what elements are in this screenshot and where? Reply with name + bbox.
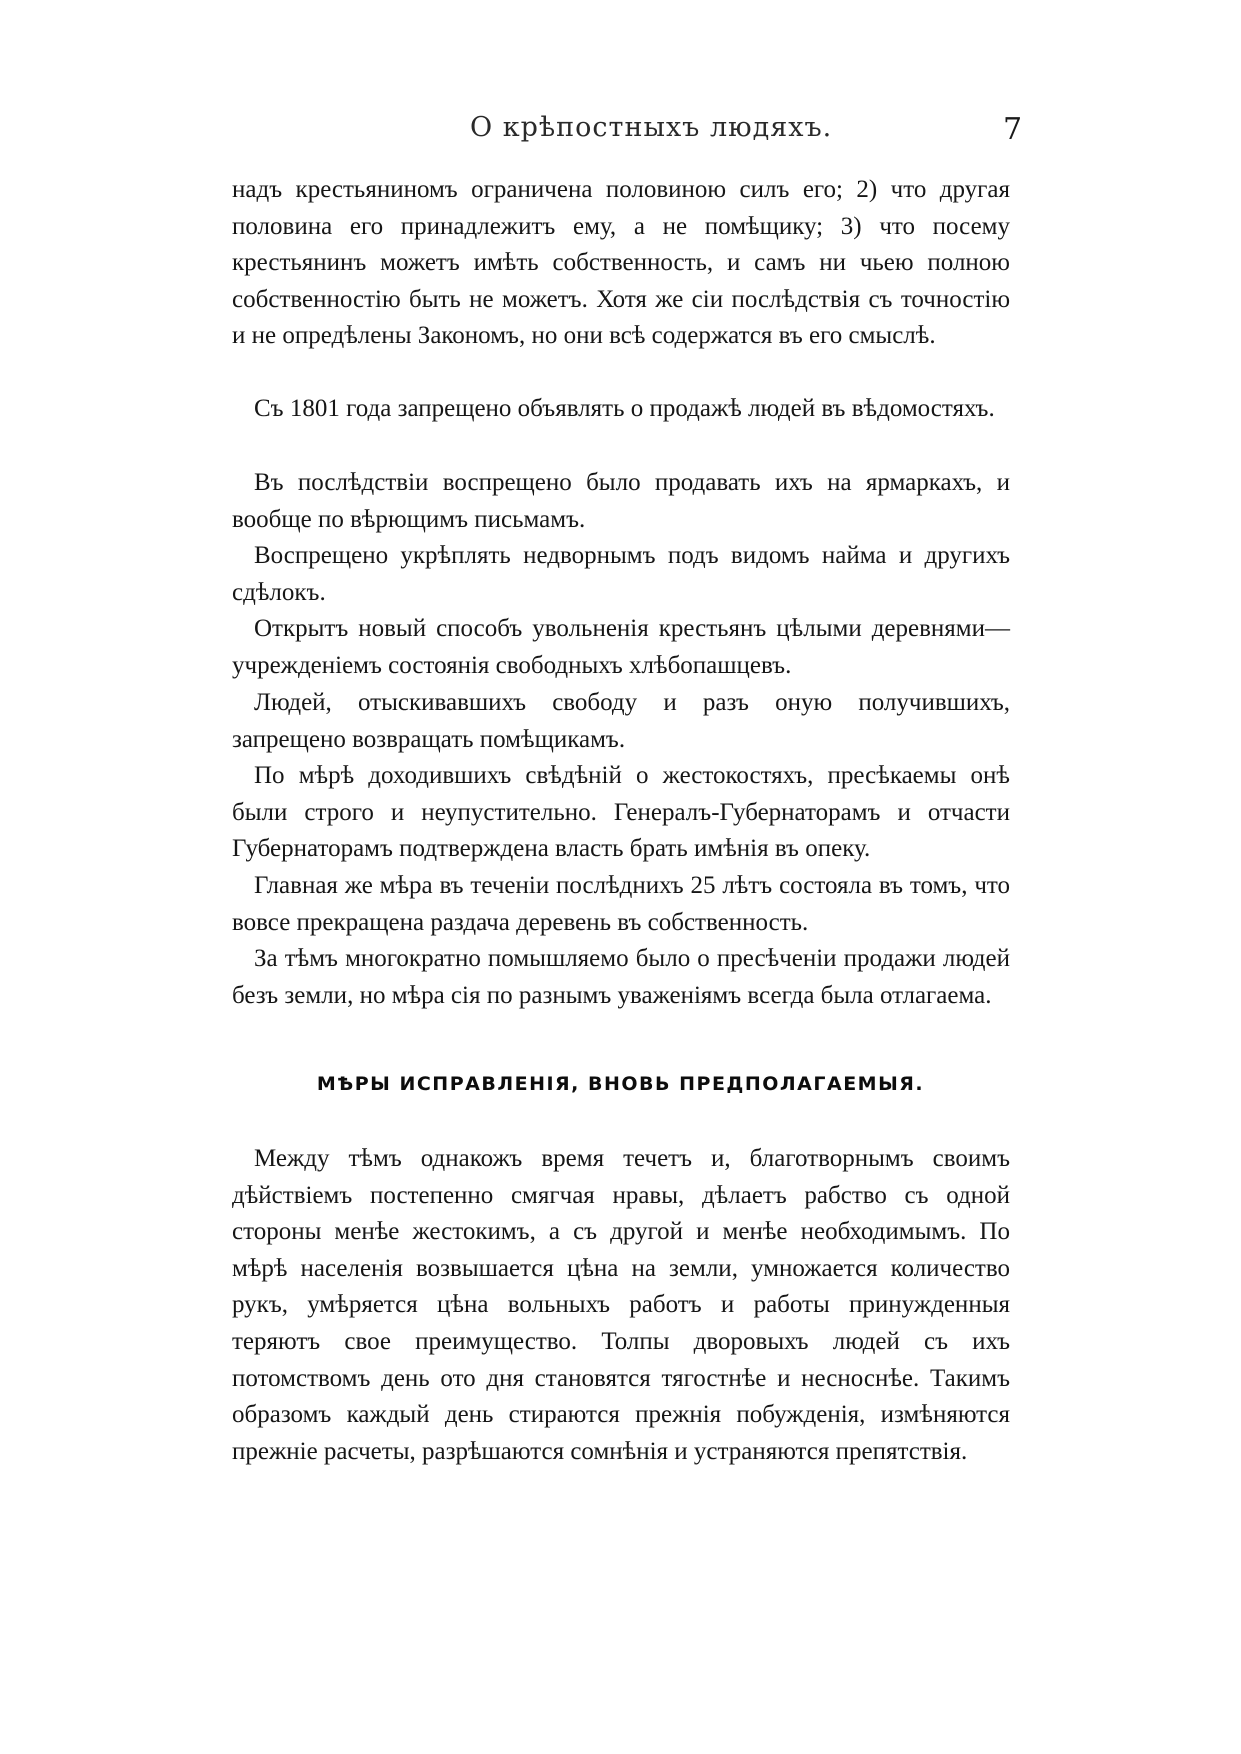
section-heading: МѢРЫ ИСПРАВЛЕНІЯ, ВНОВЬ ПРЕДПОЛАГАЕМЫЯ.: [316, 1073, 925, 1095]
paragraph-continuation: надъ крестьяниномъ ограничена половиною силъ его; 2) что другая половина его принадлежитъ ему, а не помѣщику; 3) что посему крестьянинъ можетъ имѣть собственность, и самъ ни чьею полною собственностію быть не можетъ. Хотя же сіи послѣдствія съ точностію и не опредѣлены Закономъ, но они всѣ содержатся въ его смыслѣ.: [232, 176, 1010, 350]
page-number: 7: [1003, 112, 1023, 147]
paragraph: Воспрещено укрѣплять недворнымъ подъ видомъ найма и другихъ сдѣлокъ.: [232, 542, 1010, 606]
section-paragraph: Между тѣмъ однакожъ время течетъ и, благотворнымъ своимъ дѣйствіемъ постепенно смягчая нравы, дѣлаетъ рабство съ одной стороны менѣе жестокимъ, а съ другой и менѣе необходимымъ. По мѣрѣ населенія возвышается цѣна на земли, умножается количество рукъ, умѣряется цѣна вольныхъ работъ и работы принужденныя теряютъ свое преимущество. Толпы дворовыхъ людей съ ихъ потомствомъ день ото дня становятся тягостнѣе и несноснѣе. Такимъ образомъ каждый день стираются прежнія побужденія, измѣняются прежніе расчеты, разрѣшаются сомнѣнія и устраняются препятствія.: [232, 1145, 1010, 1465]
paragraph: Съ 1801 года запрещено объявлять о продажѣ людей въ вѣдомостяхъ.: [254, 395, 995, 422]
paragraph: Въ послѣдствіи воспрещено было продавать ихъ на ярмаркахъ, и вообще по вѣрющимъ письмамъ.: [232, 469, 1010, 533]
running-head: [0, 112, 1241, 152]
paragraph: Людей, отыскивавшихъ свободу и разъ оную получившихъ, запрещено возвращать помѣщикамъ.: [232, 689, 1010, 753]
paragraph: За тѣмъ многократно помышляемо было о пресѣченіи продажи людей безъ земли, но мѣра сія по разнымъ уваженіямъ всегда была отлагаема.: [232, 945, 1010, 1009]
running-title: О крѣпостныхъ людяхъ.: [470, 112, 833, 143]
paragraph: Открытъ новый способъ увольненія крестьянъ цѣлыми деревнями—учрежденіемъ состоянія свободныхъ хлѣбопашцевъ.: [232, 615, 1010, 679]
paragraph: По мѣрѣ доходившихъ свѣдѣній о жестокостяхъ, пресѣкаемы онѣ были строго и неупустительно. Генералъ-Губернаторамъ и отчасти Губернаторамъ подтверждена власть брать имѣнія въ опеку.: [232, 762, 1010, 863]
paragraph: Главная же мѣра въ теченіи послѣднихъ 25 лѣтъ состояла въ томъ, что вовсе прекращена раздача деревень въ собственность.: [232, 872, 1010, 936]
